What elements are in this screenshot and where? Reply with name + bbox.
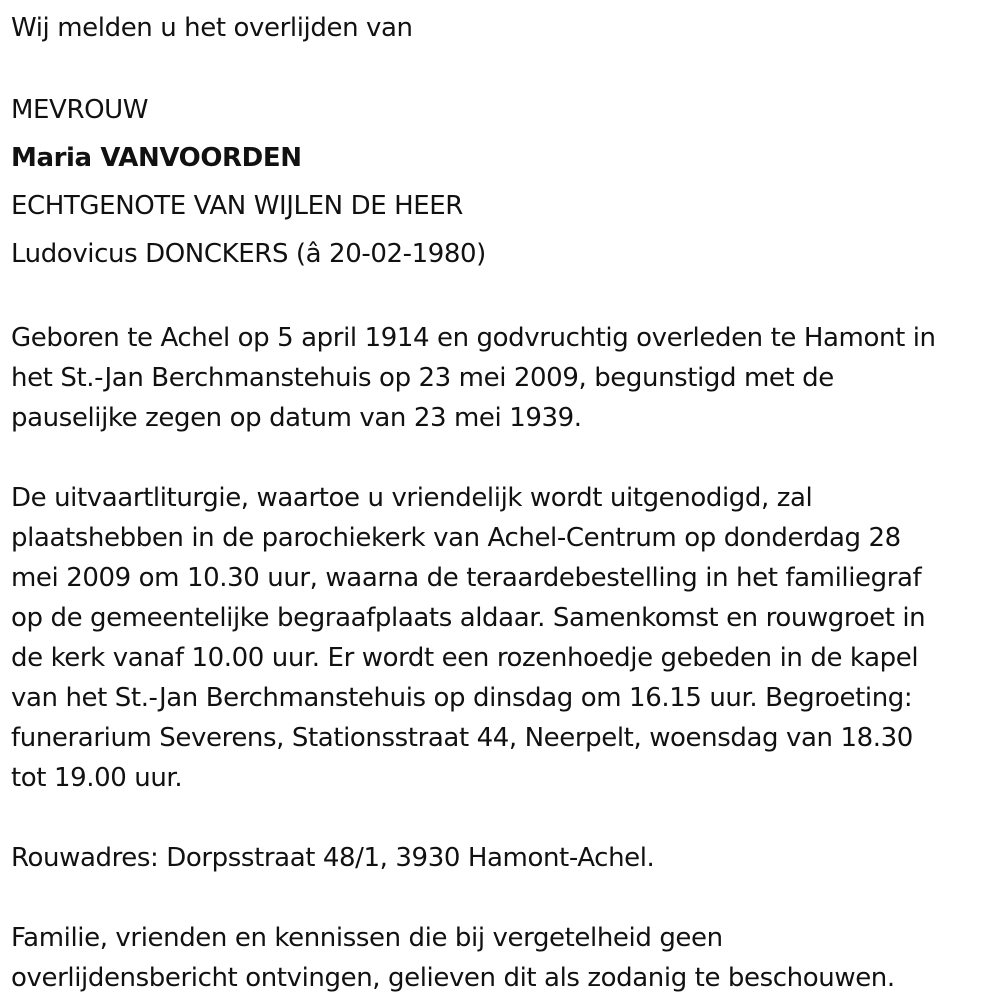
birth-paragraph bbox=[11, 318, 996, 438]
paragraph-line: De uitvaartliturgie, waartoe u vriendelijk wordt uitgenodigd, zal bbox=[11, 483, 813, 513]
spacer bbox=[11, 278, 996, 318]
intro-text: Wij melden u het overlijden van bbox=[11, 13, 413, 43]
spacer bbox=[11, 798, 996, 838]
paragraph-line: mei 2009 om 10.30 uur, waarna de teraardebestelling in het familiegraf bbox=[11, 563, 922, 593]
paragraph-line: van het St.-Jan Berchmanstehuis op dinsdag om 16.15 uur. Begroeting: bbox=[11, 683, 913, 713]
spacer bbox=[11, 438, 996, 478]
paragraph-line: pauselijke zegen op datum van 23 mei 1939. bbox=[11, 403, 582, 433]
paragraph-line: tot 19.00 uur. bbox=[11, 763, 183, 793]
spacer bbox=[11, 878, 996, 918]
paragraph-line: het St.-Jan Berchmanstehuis op 23 mei 2009, begunstigd met de bbox=[11, 363, 834, 393]
spacer bbox=[11, 48, 996, 86]
paragraph-line: overlijdensbericht ontvingen, gelieven dit als zodanig te beschouwen. bbox=[11, 963, 895, 993]
paragraph-line: de kerk vanaf 10.00 uur. Er wordt een rozenhoedje gebeden in de kapel bbox=[11, 643, 919, 673]
obituary-notice bbox=[11, 8, 996, 998]
paragraph-line: plaatshebben in de parochiekerk van Achel-Centrum op donderdag 28 bbox=[11, 523, 901, 553]
deceased-name: Maria VANVOORDEN bbox=[11, 143, 302, 173]
spouse-label: ECHTGENOTE VAN WIJLEN DE HEER bbox=[11, 191, 463, 221]
mourning-address: Rouwadres: Dorpsstraat 48/1, 3930 Hamont-Achel. bbox=[11, 843, 655, 873]
paragraph-line: Geboren te Achel op 5 april 1914 en godvruchtig overleden te Hamont in bbox=[11, 323, 936, 353]
spouse-name: Ludovicus DONCKERS (â 20-02-1980) bbox=[11, 239, 486, 269]
paragraph-line: op de gemeentelijke begraafplaats aldaar. Samenkomst en rouwgroet in bbox=[11, 603, 926, 633]
paragraph-line: funerarium Severens, Stationsstraat 44, Neerpelt, woensdag van 18.30 bbox=[11, 723, 913, 753]
paragraph-line: Familie, vrienden en kennissen die bij vergetelheid geen bbox=[11, 923, 723, 953]
closing-paragraph bbox=[11, 918, 996, 998]
funeral-paragraph bbox=[11, 478, 996, 798]
honorific: MEVROUW bbox=[11, 95, 149, 125]
